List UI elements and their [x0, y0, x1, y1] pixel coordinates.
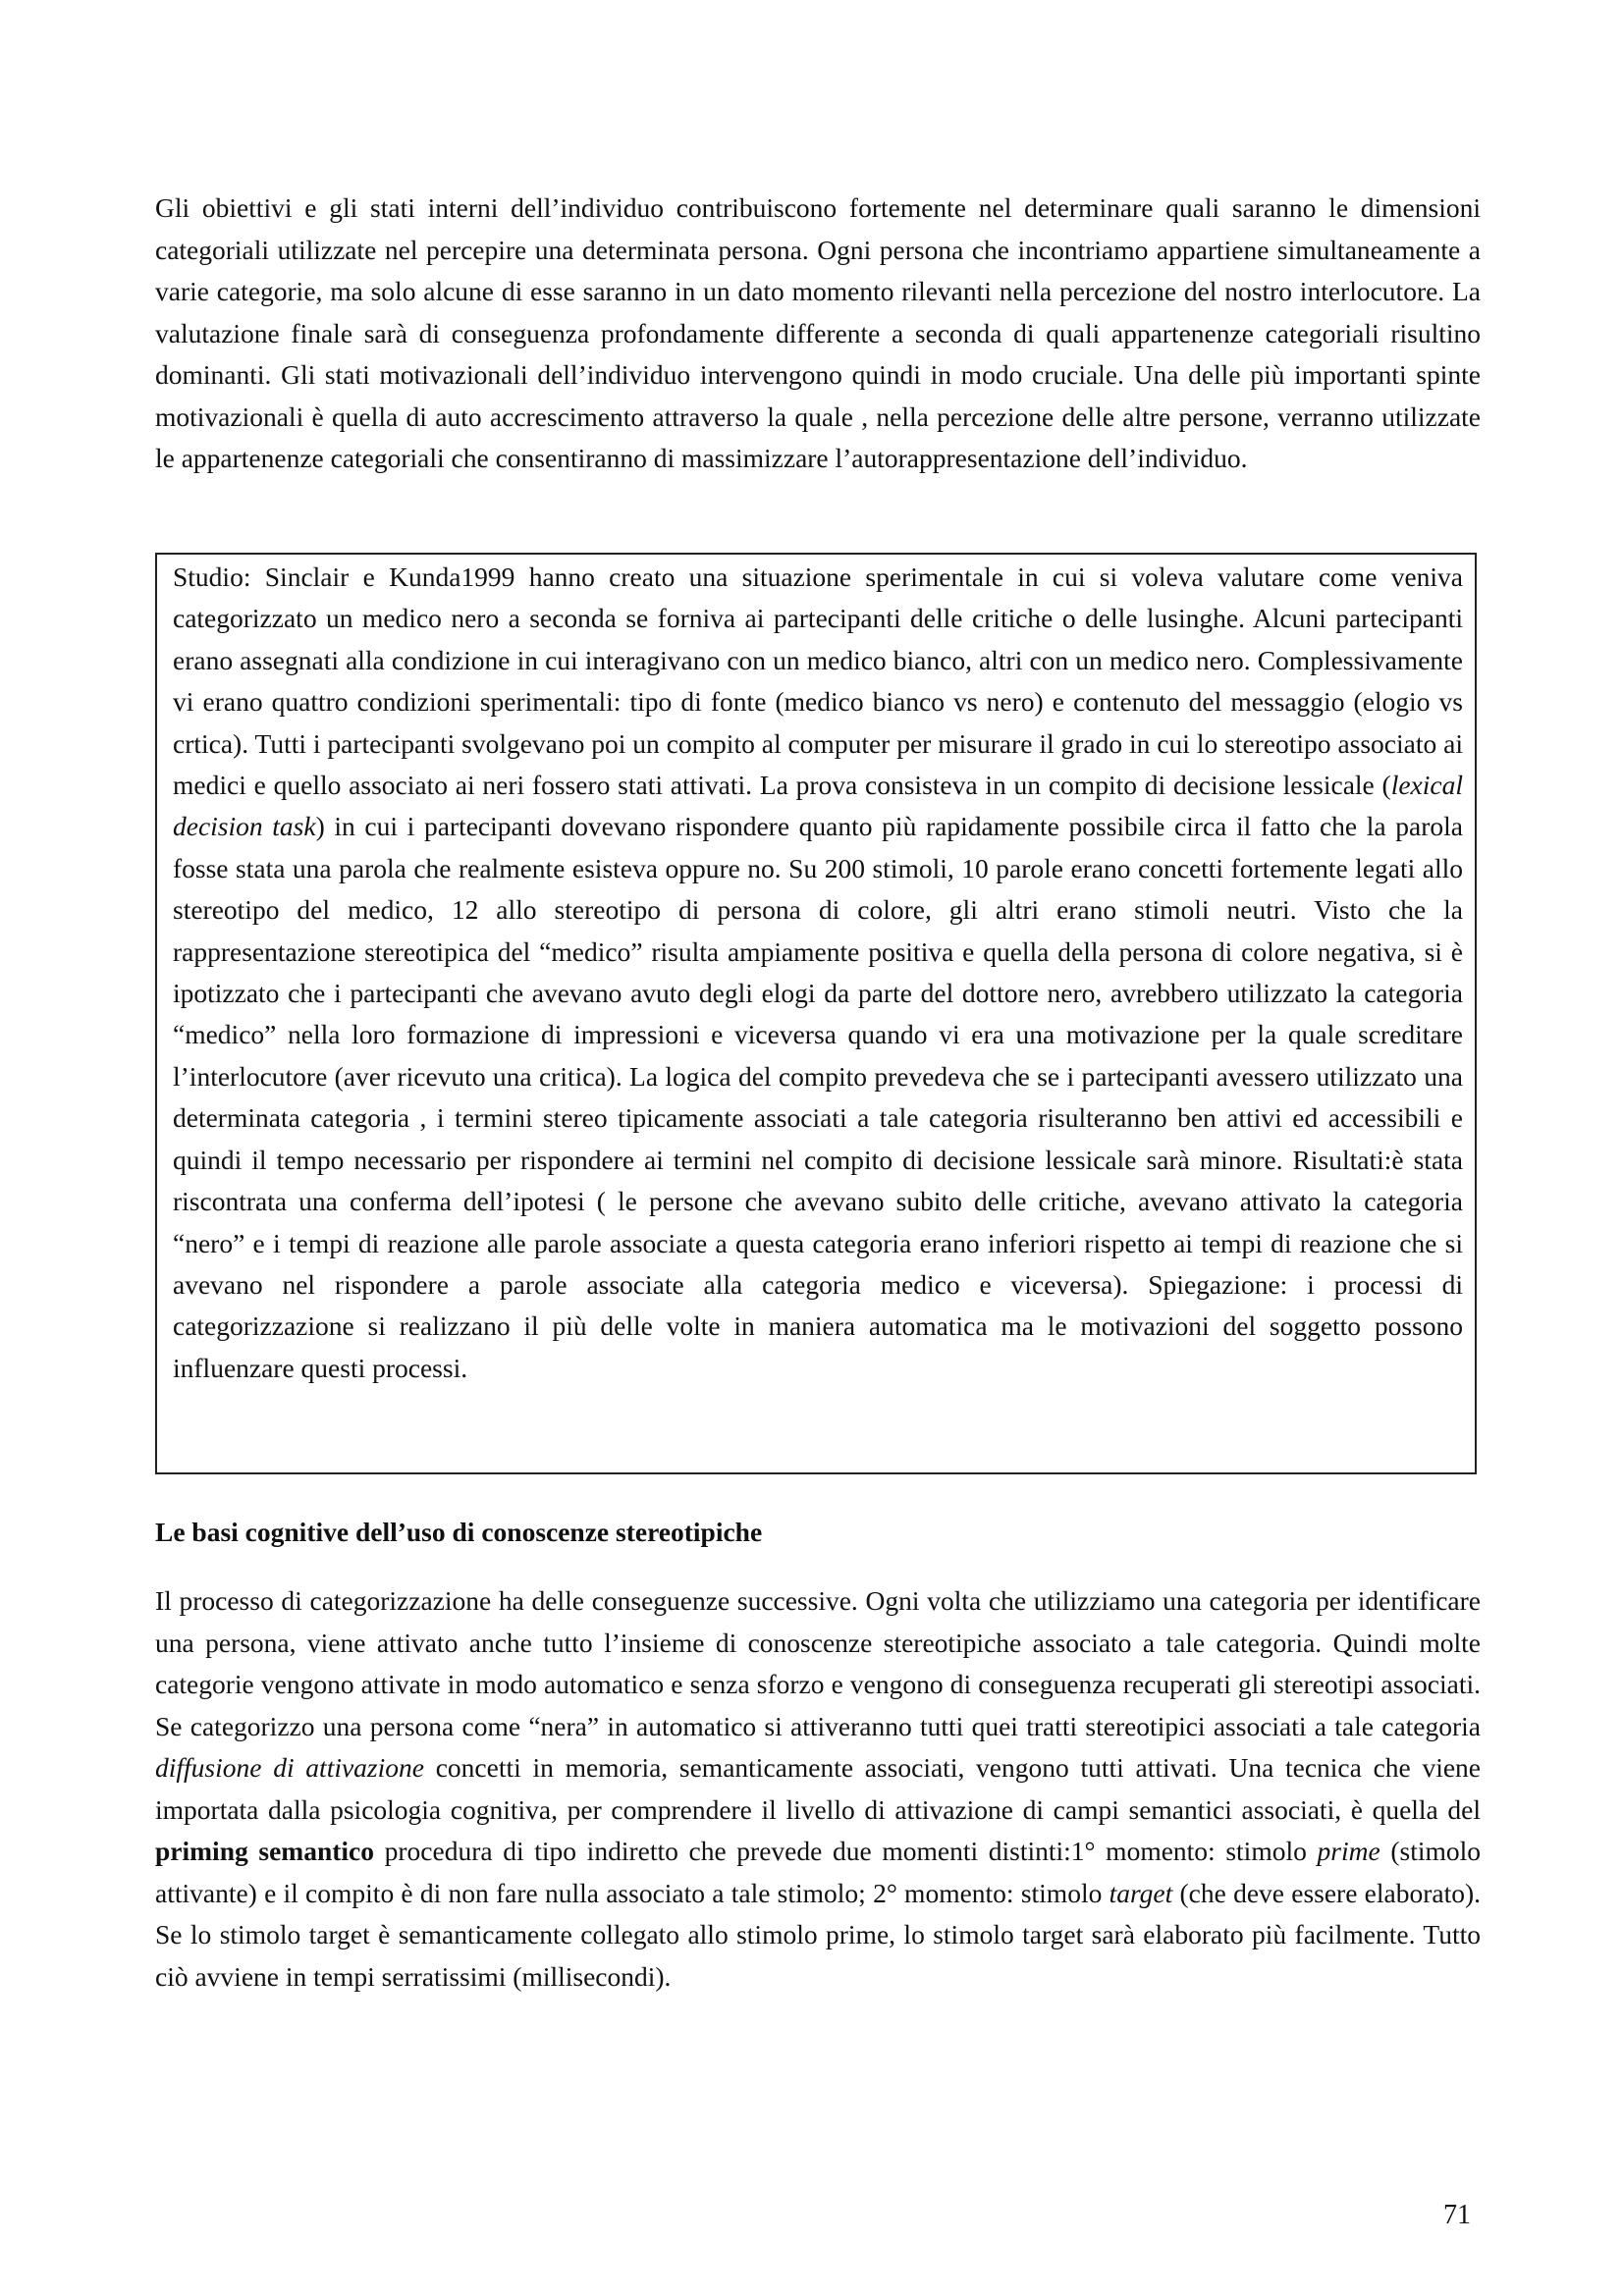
p2-italic-diffusione: diffusione di attivazione [155, 1752, 424, 1783]
page-number: 71 [1443, 2200, 1471, 2230]
p2-part-3: procedura di tipo indiretto che prevede due momenti distinti:1° momento: stimolo [374, 1836, 1318, 1866]
study-text-part-1: Studio: Sinclair e Kunda1999 hanno creato una situazione sperimentale in cui si voleva valutare come veniva categorizzato un medico nero a seconda se forniva ai partecipanti delle critiche o delle lusinghe. Alcuni partecipanti erano assegnati alla condizione in cui interagivano con un medico bianco, altri con un medico nero. Complessivamente vi erano quattro condizioni sperimentali: tipo di fonte (medico bianco vs nero) e contenuto del messaggio (elogio vs crtica). Tutti i partecipanti svolgevano poi un compito al computer per misurare il grado in cui lo stereotipo associato ai medici e quello associato ai neri fossero stati attivati. La prova consisteva in un compito di decisione lessicale ( [173, 561, 1463, 801]
paragraph-categorization [155, 1580, 1481, 1998]
study-box [155, 553, 1477, 1474]
study-box-text [173, 557, 1463, 1389]
p2-italic-target: target [1109, 1877, 1173, 1908]
p2-part-1: Il processo di categorizzazione ha delle conseguenze successive. Ogni volta che utilizziamo una categoria per identificare una persona, viene attivato anche tutto l’insieme di conoscenze stereotipiche associato a tale categoria. Quindi molte categorie vengono attivate in modo automatico e senza sforzo e vengono di conseguenza recuperati gli stereotipi associati. Se categorizzo una persona come “nera” in automatico si attiveranno tutti quei tratti stereotipici associati a tale categoria [155, 1585, 1481, 1741]
p2-part-4: (stimolo attivante) e il compito è di non fare nulla associato a tale stimolo; 2° momento: stimolo [155, 1836, 1482, 1908]
p2-part-5: (che deve essere elaborato). Se lo stimolo target è semanticamente collegato allo stimolo prime, lo stimolo target sarà elaborato più facilmente. Tutto ciò avviene in tempi serratissimi (millisecondi). [155, 1877, 1481, 1992]
study-italic-term: lexical decision task [173, 770, 1463, 842]
p2-italic-prime: prime [1317, 1836, 1380, 1866]
p2-bold-priming: priming semantico [155, 1836, 374, 1866]
p2-part-2: concetti in memoria, semanticamente associati, vengono tutti attivati. Una tecnica che viene importata dalla psicologia cognitiva, per comprendere il livello di attivazione di campi semantici associati, è quella del [155, 1752, 1481, 1825]
study-text-part-2: ) in cui i partecipanti dovevano rispondere quanto più rapidamente possibile circa il fatto che la parola fosse stata una parola che realmente esisteva oppure no. Su 200 stimoli, 10 parole erano concetti fortemente legati allo stereotipo del medico, 12 allo stereotipo di persona di colore, gli altri erano stimoli neutri. Visto che la rappresentazione stereotipica del “medico” risulta ampiamente positiva e quella della persona di colore negativa, si è ipotizzato che i partecipanti che avevano avuto degli elogi da parte del dottore nero, avrebbero utilizzato la categoria “medico” nella loro formazione di impressioni e viceversa quando vi era una motivazione per la quale screditare l’interlocutore (aver ricevuto una critica). La logica del compito prevedeva che se i partecipanti avessero utilizzato una determinata categoria , i termini stereo tipicamente associati a tale categoria risulteranno ben attivi ed accessibili e quindi il tempo necessario per rispondere ai termini nel compito di decisione lessicale sarà minore. Risultati:è stata riscontrata una conferma dell’ipotesi ( le persone che avevano subito delle critiche, avevano attivato la categoria “nero” e i tempi di reazione alle parole associate a questa categoria erano inferiori rispetto ai tempi di reazione che si avevano nel rispondere a parole associate alla categoria medico e viceversa). Spiegazione: i processi di categorizzazione si realizzano il più delle volte in maniera automatica ma le motivazioni del soggetto possono influenzare questi processi. [173, 811, 1463, 1383]
paragraph-motivations: Gli obiettivi e gli stati interni dell’individuo contribuiscono fortemente nel determinare quali saranno le dimensioni categoriali utilizzate nel percepire una determinata persona. Ogni persona che incontriamo appartiene simultaneamente a varie categorie, ma solo alcune di esse saranno in un dato momento rilevanti nella percezione del nostro interlocutore. La valutazione finale sarà di conseguenza profondamente differente a seconda di quali appartenenze categoriali risultino dominanti. Gli stati motivazionali dell’individuo intervengono quindi in modo cruciale. Una delle più importanti spinte motivazionali è quella di auto accrescimento attraverso la quale , nella percezione delle altre persone, verranno utilizzate le appartenenze categoriali che consentiranno di massimizzare l’autorappresentazione dell’individuo. [155, 192, 1481, 473]
section-heading: Le basi cognitive dell’uso di conoscenze stereotipiche [155, 1517, 763, 1547]
